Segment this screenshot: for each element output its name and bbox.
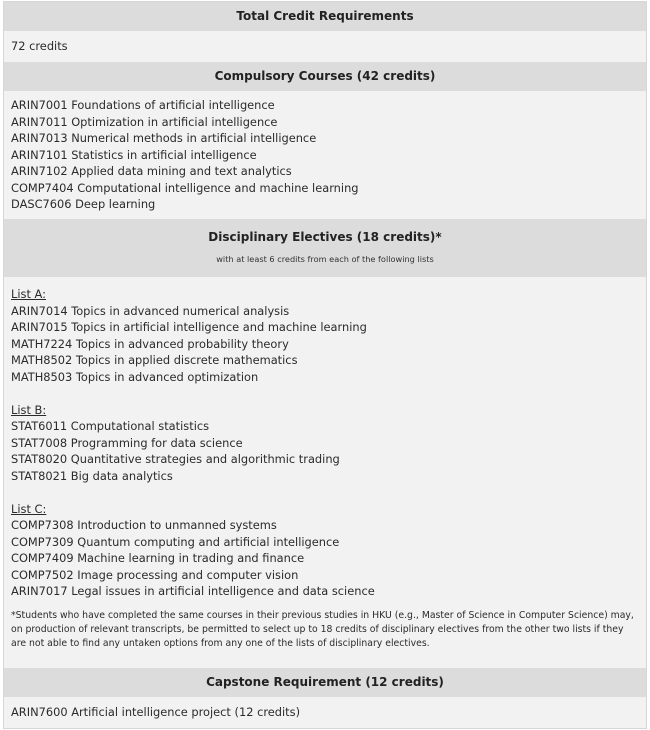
course-item: MATH7224 Topics in advanced probability theory — [11, 336, 289, 351]
list-b-label: List B: — [11, 402, 47, 417]
course-item: MATH8502 Topics in applied discrete mathematics — [11, 353, 298, 367]
course-item: STAT8021 Big data analytics — [11, 468, 173, 483]
course-item: COMP7404 Computational intelligence and machine learning — [11, 180, 359, 195]
course-item: ARIN7001 Foundations of artificial intelligence — [11, 98, 275, 112]
capstone-header — [4, 668, 646, 697]
list-c-label: List C: — [11, 501, 47, 516]
capstone-course: ARIN7600 Artificial intelligence project (12 credits) — [11, 705, 301, 719]
capstone-header-text: Capstone Requirement (12 credits) — [206, 675, 444, 689]
list-spacer — [4, 385, 646, 402]
electives-header — [4, 219, 646, 277]
course-item: ARIN7011 Optimization in artificial intelligence — [11, 114, 278, 129]
course-item: ARIN7013 Numerical methods in artificial intelligence — [11, 131, 317, 145]
course-item: STAT7008 Programming for data science — [11, 435, 243, 450]
course-item: STAT6011 Computational statistics — [11, 419, 210, 433]
course-item: DASC7606 Deep learning — [11, 197, 156, 211]
electives-footnote: *Students who have completed the same courses in their previous studies in HKU (e.g., Master of Science in Computer Science) may, on production of relevant transcripts, be permitted to select up to 18 credits of disciplinary electives from the other two lists if they are not able to find any untaken options from any one of the lists of disciplinary electives. — [11, 610, 634, 649]
compulsory-courses-header — [4, 62, 646, 91]
course-item: ARIN7017 Legal issues in artificial intelligence and data science — [11, 584, 375, 598]
course-item: COMP7502 Image processing and computer vision — [11, 567, 299, 582]
total-credit-value: 72 credits — [11, 39, 68, 53]
course-item: ARIN7015 Topics in artificial intelligence and machine learning — [11, 320, 367, 334]
course-item: ARIN7102 Applied data mining and text analytics — [11, 164, 292, 178]
course-item: COMP7308 Introduction to unmanned systems — [11, 518, 277, 532]
capstone-cell — [4, 697, 646, 728]
list-spacer — [4, 484, 646, 501]
electives-header-text: Disciplinary Electives (18 credits)* — [208, 230, 442, 244]
electives-cell — [4, 277, 646, 668]
course-item: ARIN7101 Statistics in artificial intelligence — [11, 147, 257, 162]
total-credit-header — [4, 2, 646, 31]
course-item: COMP7309 Quantum computing and artificial intelligence — [11, 534, 340, 549]
compulsory-courses-header-text: Compulsory Courses (42 credits) — [214, 69, 436, 83]
list-a-label: List A: — [11, 287, 46, 301]
course-item: STAT8020 Quantitative strategies and algorithmic trading — [11, 452, 340, 466]
credit-requirements-table — [3, 1, 647, 729]
compulsory-courses-cell — [4, 91, 646, 219]
course-item: ARIN7014 Topics in advanced numerical analysis — [11, 303, 290, 318]
course-item: MATH8503 Topics in advanced optimization — [11, 369, 259, 384]
total-credit-header-text: Total Credit Requirements — [236, 9, 414, 23]
electives-subheader: with at least 6 credits from each of the following lists — [216, 254, 434, 264]
total-credit-cell — [4, 31, 646, 62]
course-item: COMP7409 Machine learning in trading and finance — [11, 551, 305, 565]
